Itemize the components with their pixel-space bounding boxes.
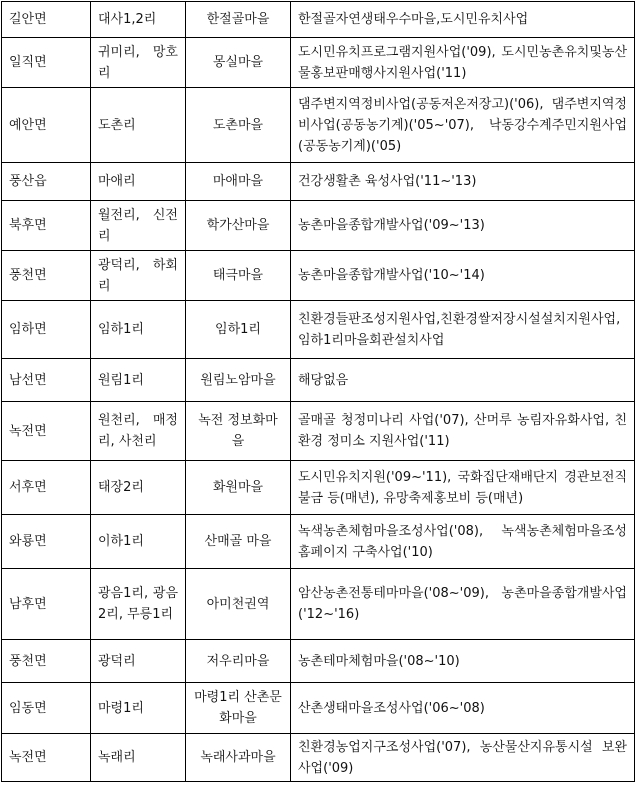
ri-cell: 원천리, 매정리, 사천리 — [91, 402, 186, 461]
myeon-cell: 길안면 — [2, 2, 91, 38]
village-cell: 태극마을 — [186, 251, 291, 301]
village-cell: 산매골 마을 — [186, 515, 291, 569]
village-projects-table — [1, 1, 635, 782]
table-row — [2, 569, 635, 640]
village-cell: 몽실마을 — [186, 38, 291, 88]
projects-cell: 농촌마을종합개발사업('10~'14) — [291, 251, 635, 301]
village-cell: 임하1리 — [186, 301, 291, 359]
village-cell: 녹래사과마을 — [186, 734, 291, 782]
ri-cell: 이하1리 — [91, 515, 186, 569]
table-body — [2, 2, 635, 782]
myeon-cell: 일직면 — [2, 38, 91, 88]
projects-cell: 도시민유치프로그램지원사업('09), 도시민농촌유치및농산물홍보판매행사지원사업('11) — [291, 38, 635, 88]
projects-cell: 친환경농업지구조성사업('07), 농산물산지유통시설 보완사업('09) — [291, 734, 635, 782]
ri-cell: 광음1리, 광음2리, 무릉1리 — [91, 569, 186, 640]
projects-cell: 해당없음 — [291, 359, 635, 402]
village-cell: 도촌마을 — [186, 88, 291, 163]
village-cell: 마령1리 산촌문화마을 — [186, 683, 291, 734]
ri-cell: 광덕리 — [91, 640, 186, 683]
myeon-cell: 녹전면 — [2, 402, 91, 461]
village-cell: 원림노암마을 — [186, 359, 291, 402]
ri-cell: 마령1리 — [91, 683, 186, 734]
ri-cell: 태장2리 — [91, 461, 186, 515]
table-row — [2, 301, 635, 359]
table-row — [2, 163, 635, 201]
village-cell: 아미천권역 — [186, 569, 291, 640]
myeon-cell: 임하면 — [2, 301, 91, 359]
myeon-cell: 와룡면 — [2, 515, 91, 569]
village-cell: 한절골마을 — [186, 2, 291, 38]
ri-cell: 광덕리, 하회리 — [91, 251, 186, 301]
table-row — [2, 515, 635, 569]
projects-cell: 녹색농촌체험마을조성사업('08), 녹색농촌체험마을조성 홈페이지 구축사업('10) — [291, 515, 635, 569]
myeon-cell: 풍산읍 — [2, 163, 91, 201]
projects-cell: 농촌마을종합개발사업('09~'13) — [291, 201, 635, 251]
table-row — [2, 402, 635, 461]
ri-cell: 녹래리 — [91, 734, 186, 782]
projects-cell: 암산농촌전통테마마을('08~'09), 농촌마을종합개발사업('12~'16) — [291, 569, 635, 640]
ri-cell: 도촌리 — [91, 88, 186, 163]
ri-cell: 원림1리 — [91, 359, 186, 402]
ri-cell: 대사1,2리 — [91, 2, 186, 38]
myeon-cell: 풍천면 — [2, 640, 91, 683]
table-row — [2, 201, 635, 251]
myeon-cell: 예안면 — [2, 88, 91, 163]
projects-cell: 친환경들판조성지원사업,친환경쌀저장시설설치지원사업,임하1리마을회관설치사업 — [291, 301, 635, 359]
projects-cell: 골매골 청정미나리 사업('07), 산머루 농림자유화사업, 친환경 정미소 지원사업('11) — [291, 402, 635, 461]
village-cell: 학가산마을 — [186, 201, 291, 251]
ri-cell: 임하1리 — [91, 301, 186, 359]
village-cell: 저우리마을 — [186, 640, 291, 683]
table-row — [2, 251, 635, 301]
village-cell: 마애마을 — [186, 163, 291, 201]
table-row — [2, 461, 635, 515]
projects-cell: 산촌생태마을조성사업('06~'08) — [291, 683, 635, 734]
table-row — [2, 88, 635, 163]
myeon-cell: 풍천면 — [2, 251, 91, 301]
projects-cell: 댐주변지역정비사업(공동저온저장고)('06), 댐주변지역정비사업(공동농기계)('05~'07), 낙동강수계주민지원사업(공동농기계)('05) — [291, 88, 635, 163]
projects-cell: 건강생활촌 육성사업('11~'13) — [291, 163, 635, 201]
myeon-cell: 북후면 — [2, 201, 91, 251]
myeon-cell: 남후면 — [2, 569, 91, 640]
table-row — [2, 640, 635, 683]
projects-cell: 농촌테마체험마을('08~'10) — [291, 640, 635, 683]
myeon-cell: 임동면 — [2, 683, 91, 734]
projects-cell: 한절골자연생태우수마을,도시민유치사업 — [291, 2, 635, 38]
ri-cell: 마애리 — [91, 163, 186, 201]
table-row — [2, 38, 635, 88]
village-cell: 화원마을 — [186, 461, 291, 515]
ri-cell: 귀미리, 망호리 — [91, 38, 186, 88]
ri-cell: 월전리, 신전리 — [91, 201, 186, 251]
myeon-cell: 녹전면 — [2, 734, 91, 782]
projects-cell: 도시민유치지원('09~'11), 국화집단재배단지 경관보전직불금 등(매년), 유망축제홍보비 등(매년) — [291, 461, 635, 515]
table-row — [2, 734, 635, 782]
table-row — [2, 683, 635, 734]
myeon-cell: 서후면 — [2, 461, 91, 515]
table-row — [2, 359, 635, 402]
myeon-cell: 남선면 — [2, 359, 91, 402]
village-cell: 녹전 정보화마을 — [186, 402, 291, 461]
table-row — [2, 2, 635, 38]
